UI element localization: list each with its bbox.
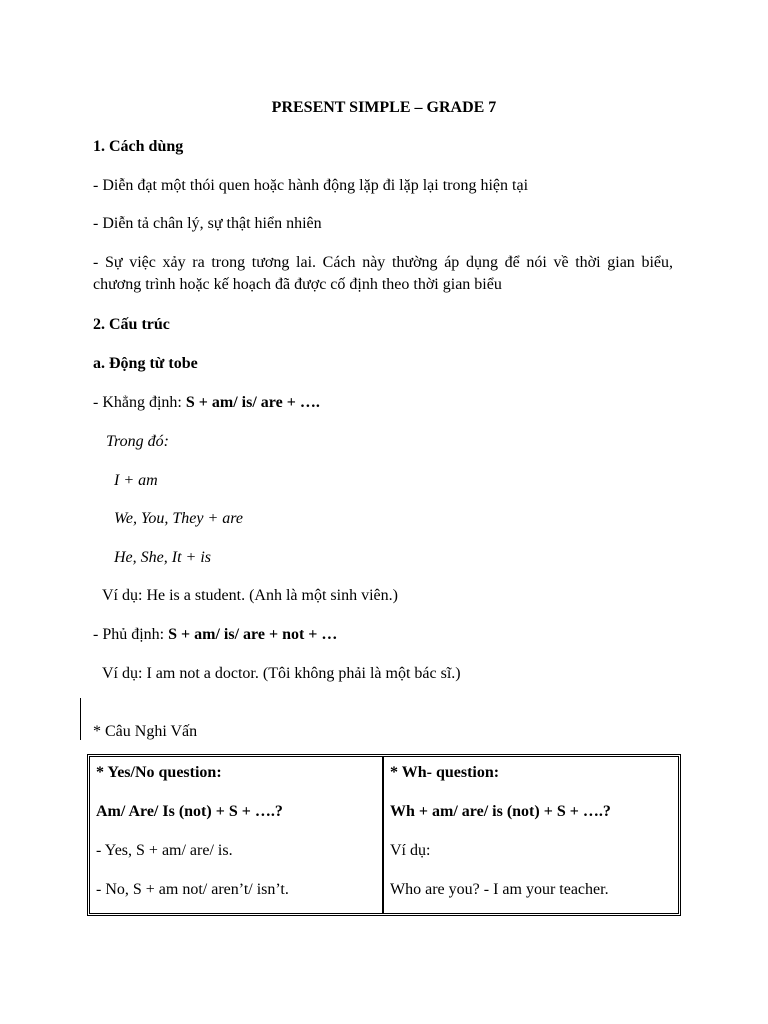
affirmative-formula: S + am/ is/ are + ….: [185, 394, 320, 411]
negative-formula: S + am/ is/ are + not + …: [168, 626, 338, 643]
yes-no-formula: Am/ Are/ Is (not) + S + ….?: [96, 803, 283, 820]
wh-question-cell: [384, 757, 678, 913]
negative-label: - Phủ định:: [93, 626, 169, 643]
example-1: Ví dụ: He is a student. (Anh là một sinh viên.): [102, 587, 398, 604]
where-label: Trong đó:: [106, 433, 169, 450]
use-item-2: - Diễn tả chân lý, sự thật hiển nhiên: [93, 215, 322, 232]
pronoun-rule-2: We, You, They + are: [114, 510, 244, 527]
question-table: [89, 756, 679, 914]
pronoun-rule-1: I + am: [114, 472, 158, 489]
use-item-3: - Sự việc xảy ra trong tương lai. Cách này thường áp dụng để nói về thời gian biểu, chương trình hoặc kế hoạch đã được cố định theo thời gian biểu: [93, 254, 673, 293]
margin-change-bar: [80, 698, 81, 740]
wh-heading: * Wh- question:: [390, 764, 500, 781]
wh-formula: Wh + am/ are/ is (not) + S + ….?: [390, 803, 611, 820]
question-heading: * Câu Nghi Vấn: [93, 723, 198, 740]
use-item-1: - Diễn đạt một thói quen hoặc hành động lặp đi lặp lại trong hiện tại: [93, 177, 529, 194]
no-answer: - No, S + am not/ aren’t/ isn’t.: [96, 881, 289, 898]
section-1-heading: 1. Cách dùng: [93, 138, 184, 155]
negative-rule: [93, 625, 337, 645]
yes-no-heading: * Yes/No question:: [96, 764, 222, 781]
wh-example-label: Ví dụ:: [390, 842, 431, 859]
yes-answer: - Yes, S + am/ are/ is.: [96, 842, 233, 859]
pronoun-rule-3: He, She, It + is: [114, 549, 211, 566]
affirmative-rule: [93, 393, 320, 413]
section-2-heading: 2. Cấu trúc: [93, 316, 170, 333]
affirmative-label: - Khẳng định:: [93, 394, 186, 411]
yes-no-question-cell: [90, 757, 384, 913]
table-row: [90, 757, 678, 913]
example-2: Ví dụ: I am not a doctor. (Tôi không phải là một bác sĩ.): [102, 665, 461, 682]
document-title: PRESENT SIMPLE – GRADE 7: [271, 99, 497, 116]
subsection-a-heading: a. Động từ tobe: [93, 355, 198, 372]
wh-example: Who are you? - I am your teacher.: [390, 881, 609, 898]
